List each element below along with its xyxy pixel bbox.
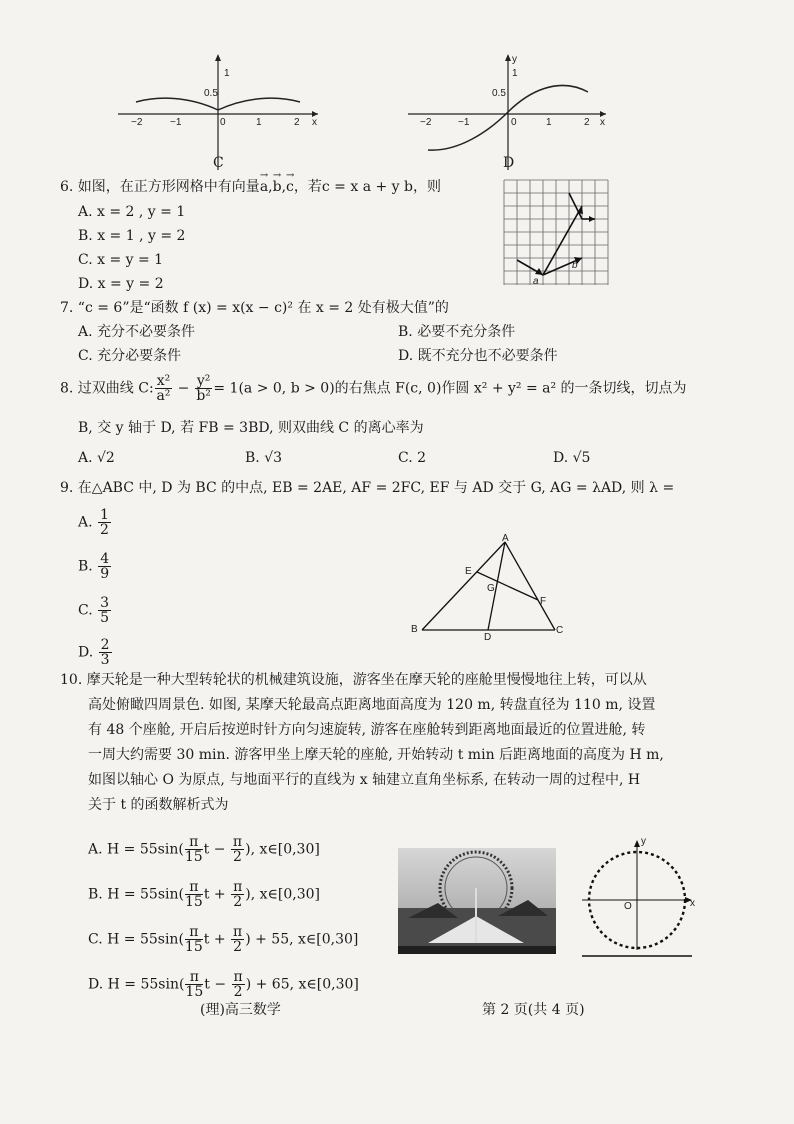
graph-c-tick: −2 — [131, 117, 143, 128]
q10-option-c: C. H = 55sin( $\frac{\pi}{15}$ t + $\frac{\pi}{2}$ ) + 55, x∈[0,30] — [88, 924, 359, 955]
graph-c-tick: x — [312, 117, 317, 128]
q10-line-2: 高处俯瞰四周景色. 如图, 某摩天轮最高点距离地面高度为 120 m, 转盘直径为 110 m, 设置 — [88, 697, 656, 713]
q10-line-5: 如图以轴心 O 为原点, 与地面平行的直线为 x 轴建立直角坐标系, 在转动一周的过程中, H — [88, 772, 641, 788]
q9-option-b: B. $\frac{4}{9}$ — [78, 551, 110, 582]
graph-d-y05: 0.5 — [492, 88, 506, 99]
q9-option-c: C. $\frac{3}{5}$ — [78, 595, 110, 626]
graph-d-tick: −2 — [420, 117, 432, 128]
q7-option-a: A. 充分不必要条件 — [78, 324, 196, 340]
q9-point-c: C — [556, 625, 564, 636]
graph-d-tick: 0 — [511, 117, 517, 128]
q9-option-a: A. $\frac{1}{2}$ — [78, 507, 109, 538]
q6-option-a: A. x = 2 , y = 1 — [78, 204, 186, 220]
q10-circle-o: O — [624, 901, 632, 912]
q8-option-d: D. √5 — [553, 450, 591, 466]
q9-point-d: D — [484, 632, 492, 643]
graph-d-y1: 1 — [512, 68, 518, 79]
q10-option-d: D. H = 55sin( $\frac{\pi}{15}$ t − $\frac{\pi}{2}$ ) + 65, x∈[0,30] — [88, 969, 359, 1000]
q7-option-d: D. 既不充分也不必要条件 — [398, 348, 558, 364]
footer-subject: (理)高三数学 — [200, 1002, 281, 1018]
graph-d-tick: 1 — [546, 117, 552, 128]
graph-c-label: C — [213, 155, 224, 171]
q10-line-4: 一周大约需要 30 min. 游客甲坐上摩天轮的座舱, 开始转动 t min 后距离地面的高度为 H m, — [88, 747, 664, 763]
q9-stem: 9. 在△ABC 中, D 为 BC 的中点, EB = 2AE, AF = 2FC, EF 与 AD 交于 G, AG = λAD, 则 λ = — [60, 480, 675, 496]
q9-point-b: B — [411, 624, 418, 635]
graph-c-y05: 0.5 — [204, 88, 218, 99]
q10-coordinate-circle — [578, 838, 696, 960]
q6-option-d: D. x = y = 2 — [78, 276, 164, 292]
q8-option-a: A. √2 — [78, 450, 115, 466]
graph-d-label: D — [503, 155, 515, 171]
q8-option-b: B. √3 — [245, 450, 283, 466]
q7-option-b: B. 必要不充分条件 — [398, 324, 516, 340]
q10-circle-y: y — [641, 836, 646, 847]
q9-option-d: D. $\frac{2}{3}$ — [78, 637, 110, 668]
q9-point-a: A — [502, 533, 509, 544]
q7-option-c: C. 充分必要条件 — [78, 348, 182, 364]
q6-stem: 6. 如图，在正方形网格中有向量→ a,→ b,→ c，若c = x a + y b，则 — [60, 177, 441, 197]
graph-d-tick: 2 — [584, 117, 590, 128]
q6-option-b: B. x = 1 , y = 2 — [78, 228, 186, 244]
q6-grid-label-a: a — [533, 276, 539, 287]
q8-option-c: C. 2 — [398, 450, 427, 466]
q8-stem: 8. 过双曲线 C: $\frac{\text{x²}}{\text{a²}}$ − $\frac{\text{y²}}{\text{b²}}$ = 1(a > 0, b > 0)的右焦点 F(c, 0)作圆 x² + y² = a² 的一条切线，切点为 — [60, 373, 687, 404]
graph-d-y: y — [512, 54, 517, 65]
q6-option-c: C. x = y = 1 — [78, 252, 164, 268]
graph-c-tick: 0 — [220, 117, 226, 128]
q10-line-6: 关于 t 的函数解析式为 — [88, 797, 229, 813]
q6-grid-label-b: b — [572, 260, 578, 271]
q8-line2: B, 交 y 轴于 D, 若 FB = 3BD, 则双曲线 C 的离心率为 — [78, 420, 424, 436]
graph-d-tick: x — [600, 117, 605, 128]
q9-point-f: F — [540, 596, 547, 607]
graph-d-tick: −1 — [458, 117, 470, 128]
q10-circle-x: x — [690, 898, 695, 909]
q10-option-a: A. H = 55sin( $\frac{\pi}{15}$ t − $\frac{\pi}{2}$ ), x∈[0,30] — [88, 834, 320, 865]
q10-option-b: B. H = 55sin( $\frac{\pi}{15}$ t + $\frac{\pi}{2}$ ), x∈[0,30] — [88, 879, 320, 910]
footer-page-number: 第 2 页(共 4 页) — [482, 1002, 585, 1018]
q7-stem: 7. “c = 6”是“函数 f (x) = x(x − c)² 在 x = 2 处有极大值”的 — [60, 300, 449, 316]
q10-line-3: 有 48 个座舱, 开启后按逆时针方向匀速旋转, 游客在座舱转到距离地面最近的位置进舱, 转 — [88, 722, 646, 738]
graph-c-tick: −1 — [170, 117, 182, 128]
q9-point-e: E — [465, 566, 472, 577]
graph-c-y1: 1 — [224, 68, 230, 79]
graph-c-tick: 1 — [256, 117, 262, 128]
graph-c-tick: 2 — [294, 117, 300, 128]
ferris-wheel-photo — [398, 848, 556, 954]
q6-grid-figure — [500, 178, 610, 290]
q10-line-1: 10. 摩天轮是一种大型转轮状的机械建筑设施，游客坐在摩天轮的座舱里慢慢地往上转，可以从 — [60, 672, 647, 688]
q9-point-g: G — [487, 583, 495, 594]
